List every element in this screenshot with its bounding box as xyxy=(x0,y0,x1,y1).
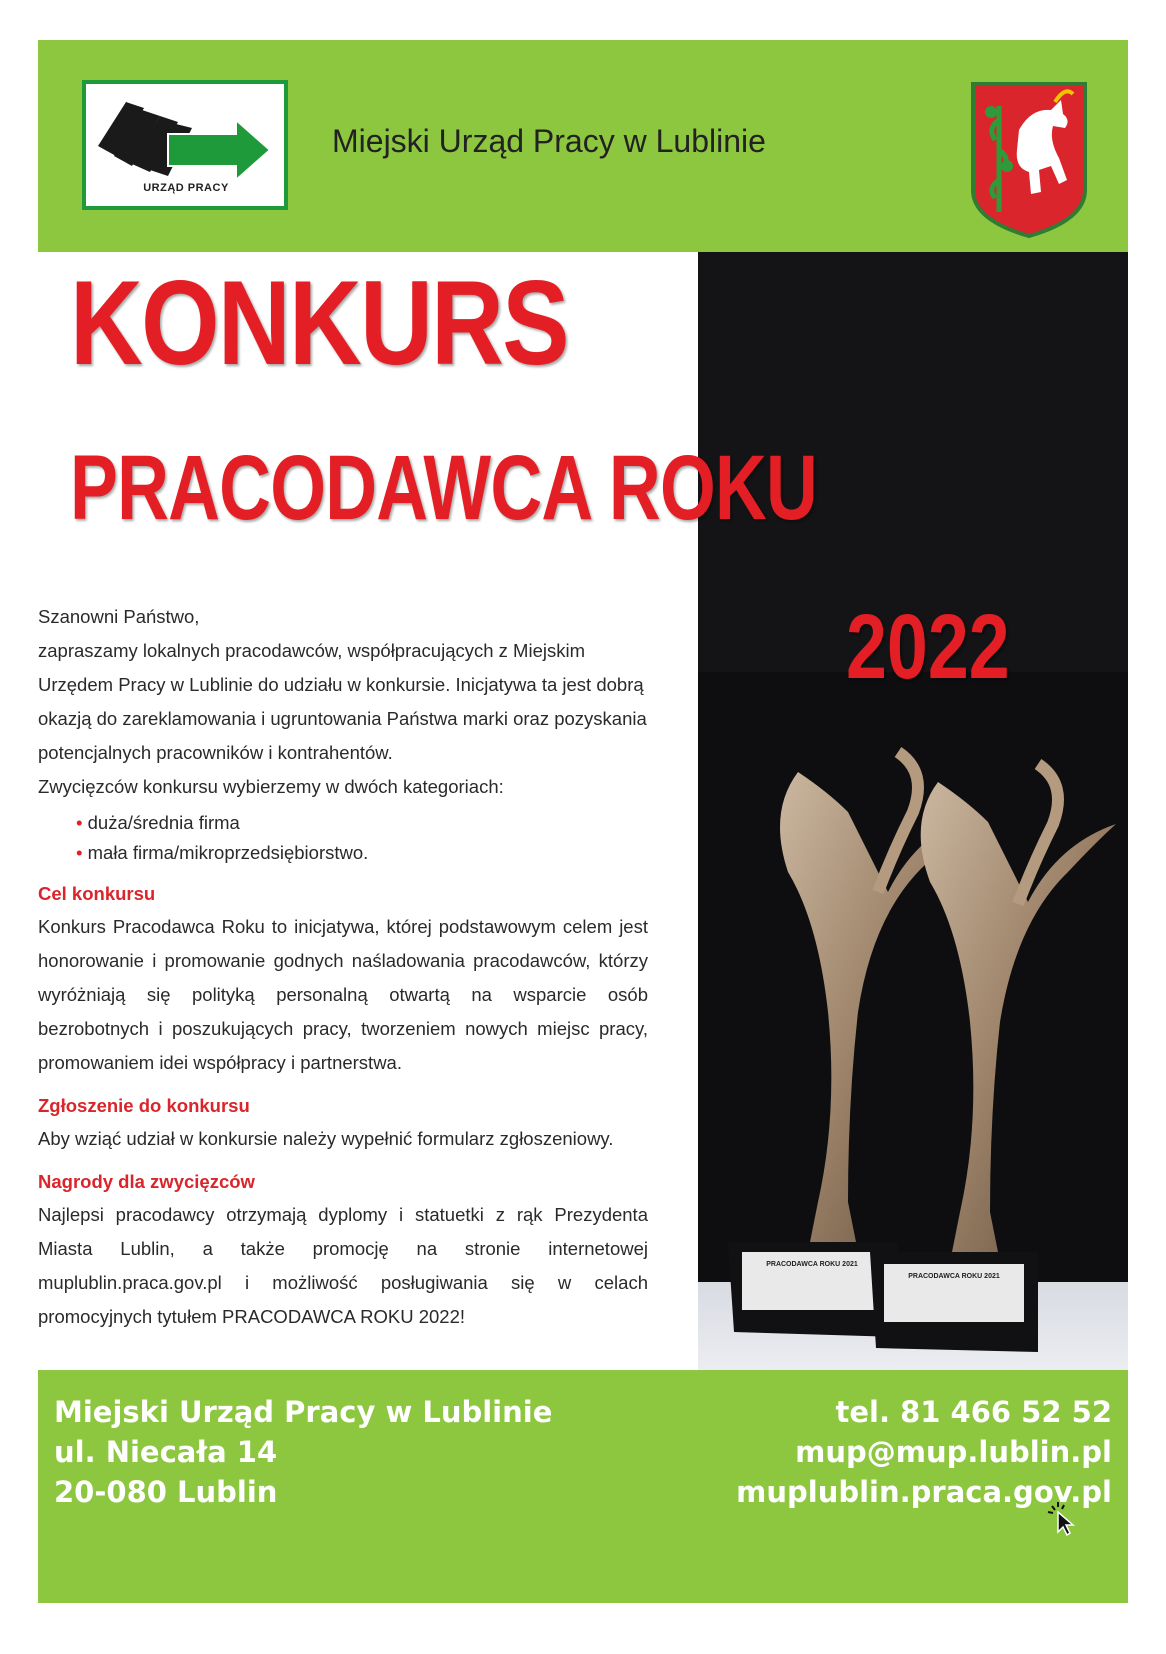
categories-list xyxy=(76,808,648,868)
body-text xyxy=(38,600,648,1334)
greeting: Szanowni Państwo, xyxy=(38,606,200,627)
intro-paragraph: zapraszamy lokalnych pracodawców, współpracujących z Miejskim Urzędem Pracy w Lublinie do udziału w konkursie. Inicjatywa ta jest dobrą okazją do zareklamowania i ugruntowania Państwa marki oraz pozyskania potencjalnych pracowników i kontrahentów. xyxy=(38,640,647,763)
logo-cards-arrow-icon xyxy=(86,84,284,184)
cursor-click-icon xyxy=(1044,1500,1078,1536)
footer-city: 20-080 Lublin xyxy=(54,1475,278,1509)
footer-banner xyxy=(38,1370,1128,1603)
section-text-nagrody: Najlepsi pracodawcy otrzymają dyplomy i statuetki z rąk Prezydenta Miasta Lublin, a także promocję na stronie internetowej muplublin.praca.gov.pl i możliwość posługiwania się w celach promocyjnych tytułem PRACODAWCA ROKU 2022! xyxy=(38,1204,648,1327)
footer-website[interactable]: muplublin.praca.gov.pl xyxy=(736,1475,1112,1509)
plaque-right-title: PRACODAWCA ROKU 2021 xyxy=(908,1273,1000,1280)
footer-contact xyxy=(736,1392,1112,1512)
trophy-statuettes-icon xyxy=(698,252,1128,1400)
footer-phone: tel. 81 466 52 52 xyxy=(835,1395,1112,1429)
section-text-cel: Konkurs Pracodawca Roku to inicjatywa, której podstawowym celem jest honorowanie i promowanie godnych naśladowania pracodawców, którzy wyróżniają się polityką personalną otwartą na wsparcie osób bezrobotnych i poszukujących pracy, tworzeniem nowych miejsc pracy, promowaniem idei współpracy i partnerstwa. xyxy=(38,916,648,1073)
header-banner xyxy=(38,40,1128,252)
section-title-zgloszenie: Zgłoszenie do konkursu xyxy=(38,1095,250,1116)
plaque-left-title: PRACODAWCA ROKU 2021 xyxy=(766,1261,858,1268)
poster xyxy=(38,40,1128,1603)
header-title: Miejski Urząd Pracy w Lublinie xyxy=(332,123,766,159)
footer-org: Miejski Urząd Pracy w Lublinie xyxy=(54,1395,553,1429)
section-text-zgloszenie: Aby wziąć udział w konkursie należy wypełnić formularz zgłoszeniowy. xyxy=(38,1128,614,1149)
footer-street: ul. Niecała 14 xyxy=(54,1435,278,1469)
section-title-nagrody: Nagrody dla zwycięzców xyxy=(38,1171,255,1192)
headline-pracodawca-roku xyxy=(70,438,817,538)
headline-roku: ROKU xyxy=(608,437,818,539)
section-title-cel: Cel konkursu xyxy=(38,883,156,904)
footer-address xyxy=(54,1392,552,1512)
urzad-pracy-logo xyxy=(82,80,288,210)
trophy-photo xyxy=(698,252,1128,1400)
footer-email[interactable]: mup@mup.lublin.pl xyxy=(795,1435,1112,1469)
logo-label: URZĄD PRACY xyxy=(143,182,229,194)
lublin-coat-of-arms-icon xyxy=(969,80,1089,240)
categories-intro: Zwycięzców konkursu wybierzemy w dwóch kategoriach: xyxy=(38,776,504,797)
headline-konkurs: KONKURS xyxy=(70,256,568,390)
list-item: • mała firma/mikroprzedsiębiorstwo. xyxy=(76,838,648,868)
headline-pracodawca: PRACODAWCA xyxy=(70,437,609,539)
headline-year: 2022 xyxy=(846,596,1010,698)
list-item: • duża/średnia firma xyxy=(76,808,648,838)
